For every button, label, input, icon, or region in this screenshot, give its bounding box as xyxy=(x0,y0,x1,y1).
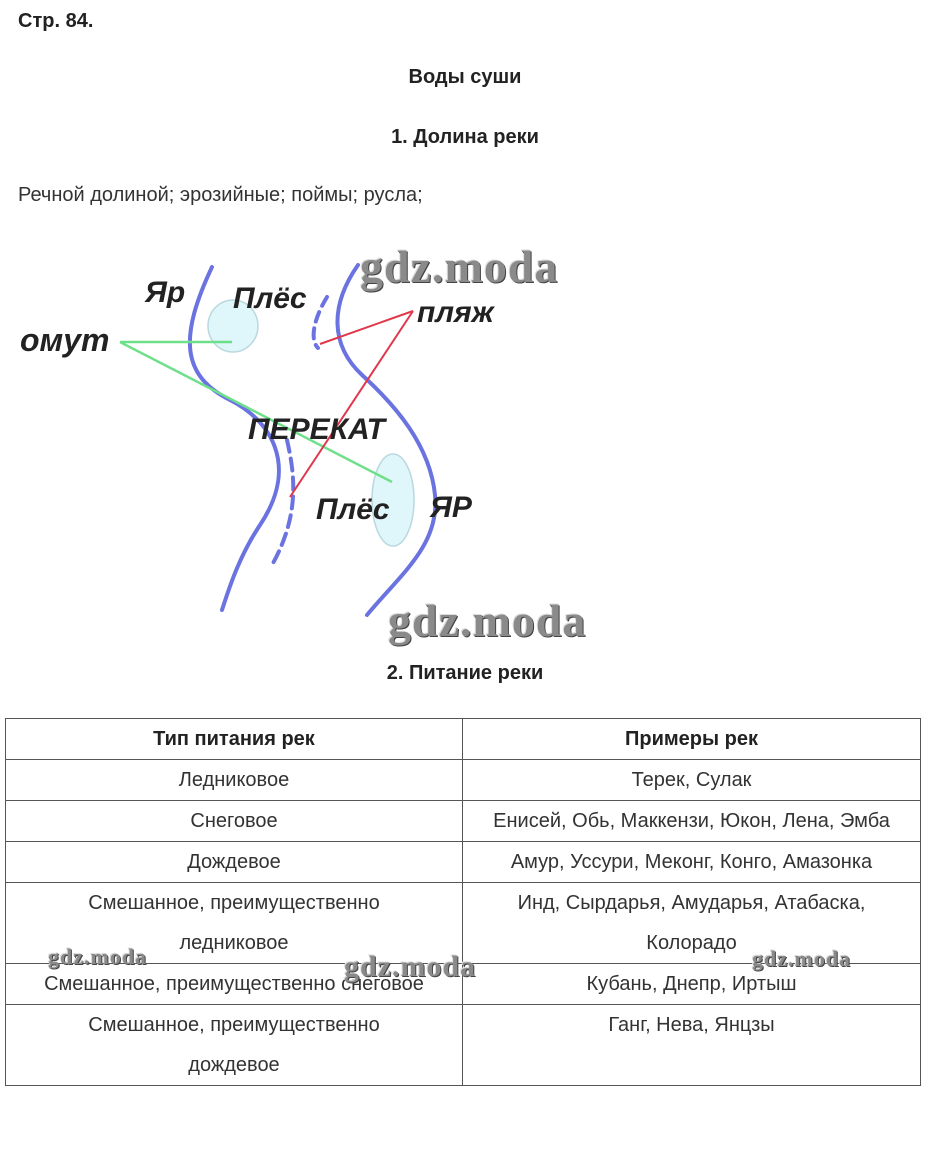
river-examples-cell: Кубань, Днепр, Иртыш xyxy=(463,964,921,1005)
feed-type-cell: Смешанное, преимущественно ледниковое xyxy=(6,883,463,964)
label-ples-bottom: Плёс xyxy=(316,493,390,526)
page-label: Стр. 84. xyxy=(18,10,94,32)
watermark-middle: gdz.moda xyxy=(388,595,587,646)
table-header-row xyxy=(6,719,921,760)
river-feeding-table xyxy=(5,718,921,1086)
feed-type-cell: Смешанное, преимущественно снеговое xyxy=(6,964,463,1005)
river-examples-cell: Терек, Сулак xyxy=(463,760,921,801)
header-type: Тип питания рек xyxy=(6,719,463,760)
table-row xyxy=(6,842,921,883)
feed-type-cell: Смешанное, преимущественно дождевое xyxy=(6,1005,463,1086)
label-pool: омут xyxy=(20,322,110,358)
table-row xyxy=(6,801,921,842)
section2-heading: 2. Питание реки xyxy=(386,662,544,684)
watermark-table-center: gdz.moda xyxy=(344,950,477,983)
label-yar-left: Яр xyxy=(145,276,186,309)
page-title: Воды суши xyxy=(408,66,522,88)
header-examples: Примеры рек xyxy=(463,719,921,760)
section1-heading: 1. Долина реки xyxy=(391,126,539,148)
feed-type-cell: Снеговое xyxy=(6,801,463,842)
table-row xyxy=(6,1005,921,1086)
label-rift: ПЕРЕКАТ xyxy=(248,413,386,446)
river-examples-cell: Енисей, Обь, Маккензи, Юкон, Лена, Эмба xyxy=(463,801,921,842)
feed-type-cell: Ледниковое xyxy=(6,760,463,801)
left-bank-dashed xyxy=(272,440,293,565)
label-ples-top: Плёс xyxy=(233,282,307,315)
section1-answer: Речной долиной; эрозийные; поймы; русла; xyxy=(18,184,423,206)
river-examples-cell: Инд, Сырдарья, Амударья, Атабаска, Колорадо xyxy=(463,883,921,964)
label-yar-right: ЯР xyxy=(430,491,472,524)
watermark-top: gdz.moda xyxy=(360,241,559,292)
watermark-table-right: gdz.moda xyxy=(752,946,852,971)
beach-pointer-line-1 xyxy=(320,311,413,344)
river-examples-cell: Ганг, Нева, Янцзы xyxy=(463,1005,921,1086)
river-examples-cell: Амур, Уссури, Меконг, Конго, Амазонка xyxy=(463,842,921,883)
watermark-table-left: gdz.moda xyxy=(48,944,148,969)
label-beach: пляж xyxy=(417,296,494,329)
feed-type-cell: Дождевое xyxy=(6,842,463,883)
table-row xyxy=(6,760,921,801)
right-bank-dashed xyxy=(314,297,327,348)
